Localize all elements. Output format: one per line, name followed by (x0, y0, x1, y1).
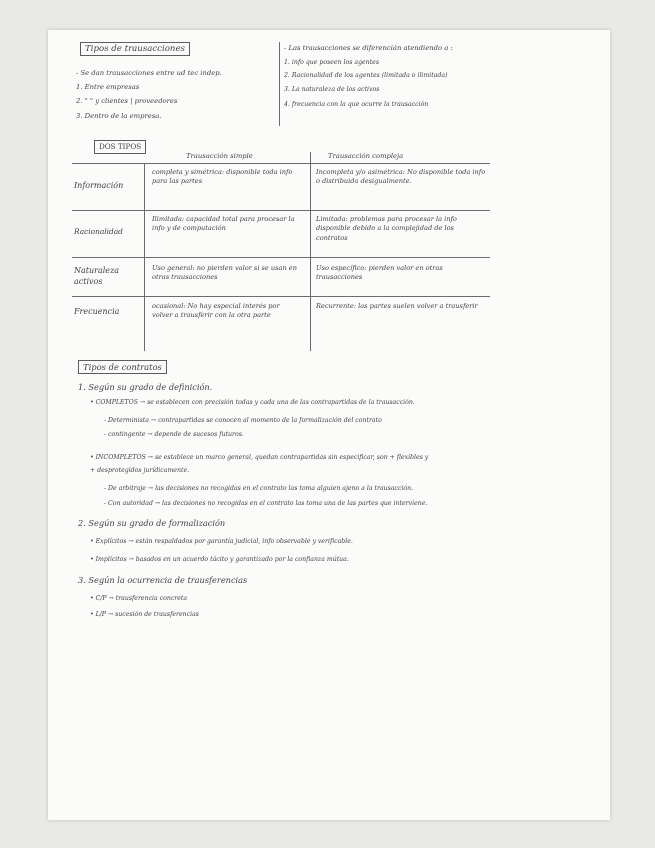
table-row-label: Racionalidad (74, 227, 123, 236)
contract-item: • L/P → sucesión de trausferencias (90, 611, 199, 618)
section-title-tipos-contratos: Tipos de contratos (78, 360, 167, 374)
table-cell-compleja: Recurrente: las partes suelen volver a trausferir (316, 302, 478, 310)
contract-item: 2. Según su grado de formalización (78, 518, 226, 528)
notebook-page (48, 30, 610, 820)
contract-item: - De arbitraje → las decisiones no recogidas en el contrato las toma alguien ajeno a la trausacción. (104, 485, 414, 492)
table-cell-simple: ocasional: No hay especial interés por volver a trausferir con la otra parte (152, 302, 280, 320)
table-title: DOS TIPOS (94, 140, 146, 154)
contract-item: • Implícitos → basados en un acuerdo tácito y garantizado por la confianza mútua. (90, 556, 349, 563)
table-cell-compleja: Uso específico: pierden valor en otras trausacciones (316, 264, 443, 282)
left-line-3: 2. " " y clientes | proveedores (76, 97, 178, 105)
contract-item: • INCOMPLETOS → se establece un marco general, quedan contrapartidas sin especificar, son + flexibles y (90, 454, 429, 461)
table-cell-simple: completa y simétrica: disponible toda info para las partes (152, 168, 293, 186)
right-line-2: 1. info que poseen los agentes (284, 59, 379, 66)
left-line-2: 1. Entre empresas (76, 83, 140, 91)
table-header-simple: Trausacción simple (186, 152, 253, 160)
table-row-label: Frecuencia (74, 307, 120, 316)
contract-item: • Explícitos → están respaldados por garantía judicial, info observable y verificable. (90, 538, 353, 545)
contract-item: 1. Según su grado de definición. (78, 382, 213, 392)
table-row-rule-2 (72, 257, 490, 258)
section-title-tipos-transacciones: Tipos de trausacciones (80, 42, 190, 56)
table-cell-simple: Uso general: no pierden valor si se usan en otras trausacciones (152, 264, 297, 282)
table-cell-compleja: Incompleta y/o asimétrica: No disponible toda info o distribuida desigualmente. (316, 168, 486, 186)
contract-item: • C/P → trausferencia concreta (90, 595, 188, 602)
table-header-compleja: Trausacción compleja (328, 152, 404, 160)
left-line-1: - Se dan trausacciones entre ud tec indep. (76, 69, 222, 77)
table-cell-simple: Ilimitada: capacidad total para procesar la info y de computación (152, 215, 295, 233)
right-line-3: 2. Racionalidad de los agentes (limitada o ilimitada) (284, 72, 448, 79)
right-line-1: - Las trausacciones se diferencián atendiendo a : (284, 44, 453, 52)
contract-item: + desprotegidos jurídicamente. (90, 467, 190, 474)
contract-item: - contingente → depende de sucesos futuros. (104, 431, 244, 438)
section-divider (279, 42, 280, 126)
table-header-rule (72, 163, 490, 164)
table-row-rule-1 (72, 210, 490, 211)
contract-item: - Con autoridad → las decisiones no recogidas en el contrato las toma una de las partes que interviene. (104, 500, 428, 507)
table-row-label: Información (74, 181, 124, 190)
right-line-5: 4. frecuencia con la que ocurre la trausacción (284, 101, 429, 108)
table-row-rule-3 (72, 296, 490, 297)
table-cell-compleja: Limitada: problemas para procesar la info disponible debido a la complejidad de los contratos (316, 215, 457, 242)
left-line-4: 3. Dentro de la empresa. (76, 112, 162, 120)
table-row-label: Naturaleza activos (74, 266, 120, 286)
contract-item: - Determinista → contrapartidas se conocen al momento de la formalización del contrato (104, 417, 382, 424)
table-col-rule-2 (310, 152, 311, 351)
contract-item: • COMPLETOS → se establecen con precisión todas y cada una de las contrapartidas de la trausacción. (90, 399, 415, 406)
right-line-4: 3. La naturaleza de los activos (284, 86, 380, 93)
contract-item: 3. Según la ocurrencia de trausferencias (78, 575, 248, 585)
